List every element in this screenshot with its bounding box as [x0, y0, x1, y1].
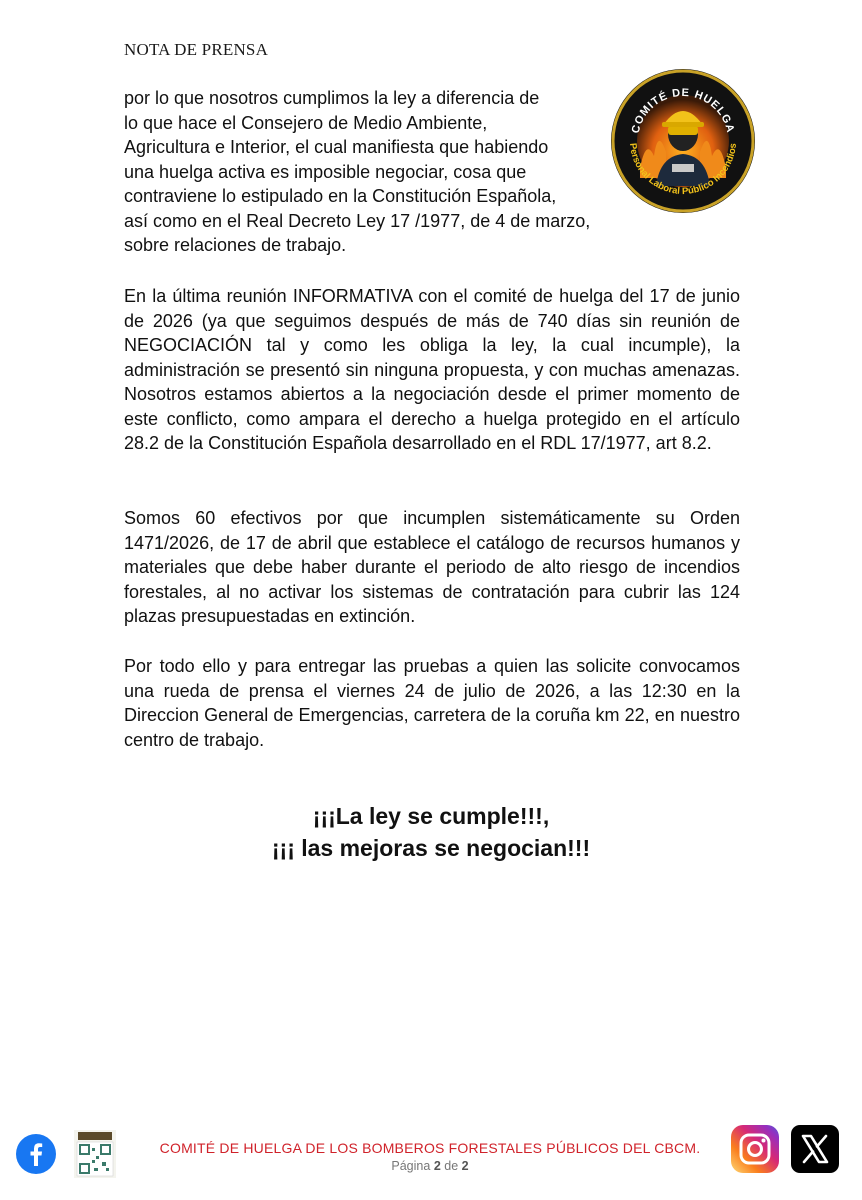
strike-committee-logo — [610, 68, 756, 214]
footer-page-number — [130, 1159, 730, 1173]
paragraph-3: Somos 60 efectivos por que incumplen sistemáticamente su Orden 1471/2026, de 17 de abril que establece el catálogo de recursos humanos y materiales que debe haber durante el periodo de alto riesgo de incendios forestales, al no activar los sistemas de contratación para cubrir las 124 plazas presupuestadas en extinción. — [124, 508, 740, 626]
x-icon[interactable] — [790, 1124, 840, 1174]
page-current: 2 — [433, 1159, 441, 1173]
paragraph-1-line: una huelga activa es imposible negociar, cosa que — [124, 161, 527, 182]
footer-organization: COMITÉ DE HUELGA DE LOS BOMBEROS FORESTALES PÚBLICOS DEL CBCM. — [159, 1140, 701, 1156]
slogan — [0, 800, 862, 864]
slogan-line-1: ¡¡¡La ley se cumple!!!, — [312, 803, 550, 829]
slogan-line-2: ¡¡¡ las mejoras se negocian!!! — [271, 835, 591, 861]
paragraph-1 — [124, 86, 590, 258]
paragraph-1-line: sobre relaciones de trabajo. — [124, 235, 347, 255]
paragraph-1-line: lo que hace el Consejero de Medio Ambiente, — [124, 112, 488, 133]
document-header-label: NOTA DE PRENSA — [124, 40, 269, 59]
page-total: 2 — [461, 1159, 469, 1173]
paragraph-1-line: contraviene lo estipulado en la Constitución Española, — [124, 186, 557, 206]
footer-text — [130, 1140, 730, 1173]
paragraph-2: En la última reunión INFORMATIVA con el comité de huelga del 17 de junio de 2026 (ya que seguimos después de más de 740 días sin reunión de NEGOCIACIÓN tal y como les obliga la ley, la cual incumple), la administración se presentó sin ninguna propuesta, y con muchas amenazas. Nosotros estamos abiertos a la negociación desde el primer momento de este conflicto, como ampara el derecho a huelga protegido en el artículo 28.2 de la Constitución Española desarrollado en el RDL 17/1977, art 8.2. — [124, 286, 740, 453]
paragraph-1-line: así como en el Real Decreto Ley 17 /1977, de 4 de marzo, — [124, 210, 591, 231]
page-prefix: Página — [391, 1159, 431, 1173]
logo-bottom-text: Personal Laboral Público Incendios — [626, 142, 739, 198]
paragraph-1-line: Agricultura e Interior, el cual manifiesta que habiendo — [124, 137, 549, 157]
paragraph-1-line: por lo que nosotros cumplimos la ley a diferencia de — [124, 88, 540, 108]
paragraph-4: Por todo ello y para entregar las pruebas a quien las solicite convocamos una rueda de prensa el viernes 24 de julio de 2026, a las 12:30 en la Direccion General de Emergencias, carretera de la coruña km 22, en nuestro centro de trabajo. — [124, 656, 740, 750]
qr-code — [74, 1130, 116, 1178]
facebook-icon[interactable] — [16, 1134, 56, 1174]
page-of: de — [444, 1159, 459, 1173]
logo-top-text-path: COMITÉ DE HUELGA — [629, 86, 737, 135]
instagram-icon[interactable] — [730, 1124, 780, 1174]
